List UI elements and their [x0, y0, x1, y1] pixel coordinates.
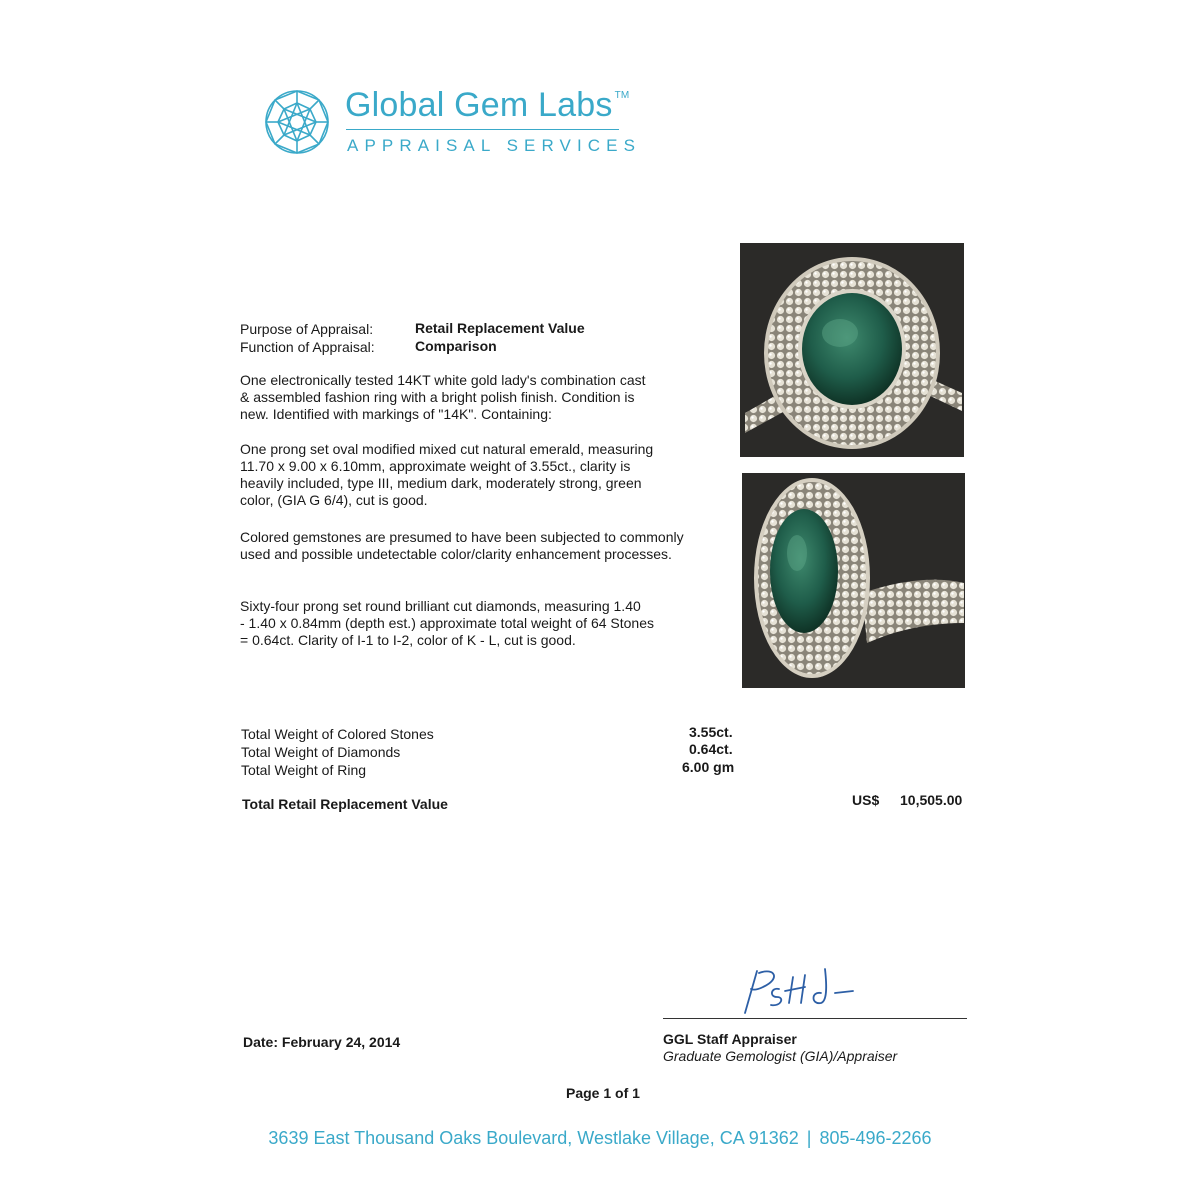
currency-label: US$ — [852, 792, 880, 808]
emerald-line: color, (GIA G 6/4), cut is good. — [240, 492, 428, 508]
gem-logo-icon — [263, 88, 331, 156]
ring-angle-photo — [742, 473, 965, 688]
appraiser-signature — [735, 963, 865, 1018]
footer-address: 3639 East Thousand Oaks Boulevard, Westlake Village, CA 91362 — [268, 1128, 799, 1148]
brand-subtitle: APPRAISAL SERVICES — [347, 136, 642, 155]
disclaimer-line: Colored gemstones are presumed to have been subjected to commonly — [240, 529, 684, 545]
disclaimer-line: used and possible undetectable color/clarity enhancement processes. — [240, 546, 672, 562]
diamonds-line: Sixty-four prong set round brilliant cut diamonds, measuring 1.40 — [240, 598, 641, 614]
purpose-value: Retail Replacement Value — [415, 320, 585, 336]
footer-phone: 805-496-2266 — [819, 1128, 932, 1148]
description-line: new. Identified with markings of "14K". Containing: — [240, 406, 552, 422]
total-value: 6.00 gm — [682, 759, 735, 775]
signature-line — [663, 1018, 967, 1019]
total-label: Total Weight of Diamonds — [241, 744, 401, 760]
emerald-line: 11.70 x 9.00 x 6.10mm, approximate weight of 3.55ct., clarity is — [240, 458, 631, 474]
footer-separator: | — [806, 1128, 812, 1148]
appraiser-title: GGL Staff Appraiser — [663, 1031, 797, 1047]
total-label: Total Weight of Ring — [241, 762, 367, 778]
retail-amount: 10,505.00 — [900, 792, 963, 808]
trademark-mark: TM — [614, 90, 630, 101]
appraiser-credential: Graduate Gemologist (GIA)/Appraiser — [663, 1048, 898, 1064]
description-line: One electronically tested 14KT white gold lady's combination cast — [240, 372, 646, 388]
page-number: Page 1 of 1 — [566, 1085, 640, 1101]
description-line: & assembled fashion ring with a bright polish finish. Condition is — [240, 389, 635, 405]
emerald-line: heavily included, type III, medium dark, moderately strong, green — [240, 475, 642, 491]
footer-contact — [0, 1128, 1200, 1149]
brand-name-text: Global Gem Labs — [345, 86, 613, 124]
diamonds-line: - 1.40 x 0.84mm (depth est.) approximate total weight of 64 Stones — [240, 615, 654, 631]
diamonds-line: = 0.64ct. Clarity of I-1 to I-2, color of K - L, cut is good. — [240, 632, 576, 648]
total-value: 0.64ct. — [689, 741, 733, 757]
brand-name — [345, 86, 629, 125]
appraisal-date: Date: February 24, 2014 — [243, 1034, 401, 1050]
function-label: Function of Appraisal: — [240, 339, 375, 355]
brand-divider — [346, 129, 619, 130]
purpose-label: Purpose of Appraisal: — [240, 321, 374, 337]
total-value: 3.55ct. — [689, 724, 733, 740]
function-value: Comparison — [415, 338, 497, 354]
emerald-line: One prong set oval modified mixed cut natural emerald, measuring — [240, 441, 654, 457]
ring-front-photo — [740, 243, 964, 457]
retail-value-label: Total Retail Replacement Value — [242, 796, 448, 812]
total-label: Total Weight of Colored Stones — [241, 726, 434, 742]
